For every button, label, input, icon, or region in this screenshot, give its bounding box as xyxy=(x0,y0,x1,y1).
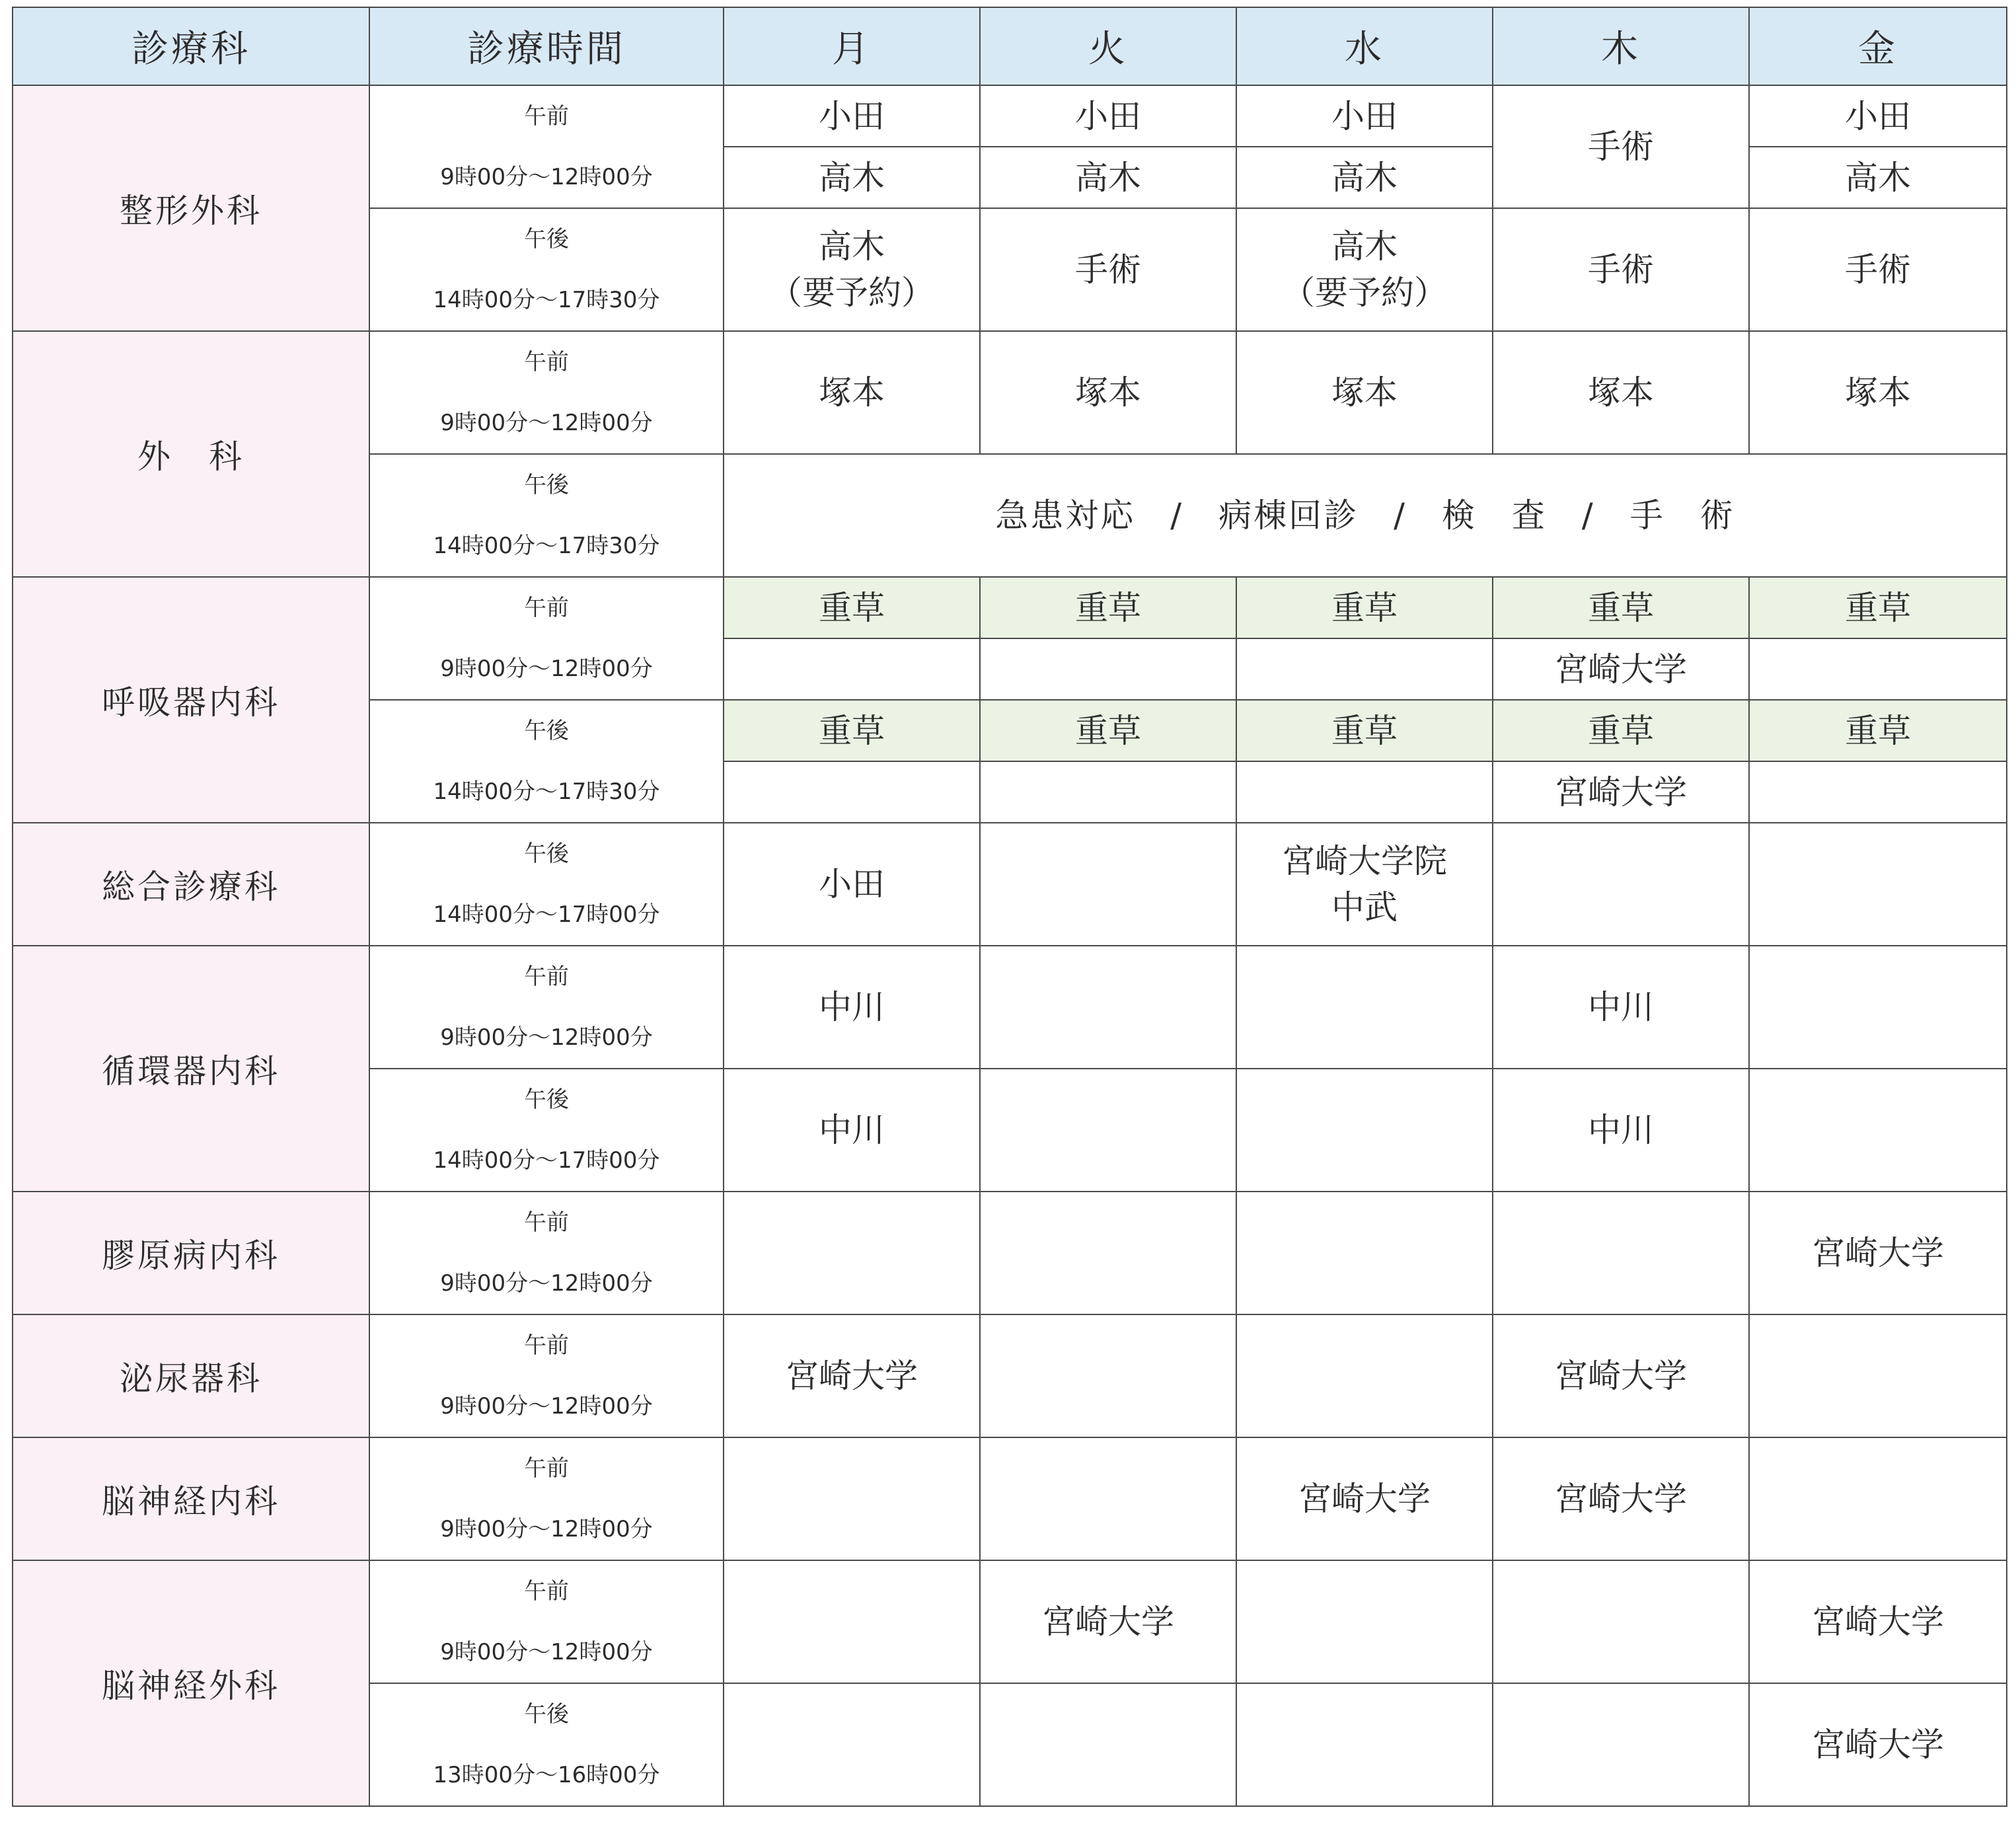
time-slot xyxy=(369,454,724,577)
schedule-cell xyxy=(1236,1314,1493,1437)
header-tue: 火 xyxy=(980,7,1236,85)
time-label: 午前 xyxy=(524,349,569,375)
schedule-cell: 重草 xyxy=(724,700,980,761)
time-label: 午前 xyxy=(524,595,569,621)
schedule-cell xyxy=(1493,1192,1749,1314)
schedule-cell xyxy=(1749,761,2007,823)
schedule-cell: 宮崎大学 xyxy=(724,1314,980,1437)
time-label: 午後 xyxy=(524,841,569,867)
schedule-cell: 小田 xyxy=(980,85,1236,147)
table-row xyxy=(13,1560,2007,1683)
schedule-cell: 重草 xyxy=(1749,577,2007,638)
schedule-cell xyxy=(1236,1683,1493,1806)
schedule-cell: 重草 xyxy=(1493,700,1749,761)
schedule-cell: 高木 xyxy=(1749,147,2007,208)
time-range: 9時00分～12時00分 xyxy=(440,164,653,190)
reservation-note: （要予約） xyxy=(769,274,934,312)
schedule-cell: 小田 xyxy=(724,85,980,147)
time-label: 午前 xyxy=(524,1209,569,1236)
table-row xyxy=(13,85,2007,147)
dept-general: 総合診療科 xyxy=(13,823,369,946)
schedule-cell: 手術 xyxy=(1493,85,1749,208)
schedule-cell: 重草 xyxy=(980,577,1236,638)
schedule-cell xyxy=(980,1192,1236,1314)
schedule-cell: 宮崎大学 xyxy=(1493,1314,1749,1437)
time-slot xyxy=(369,577,724,700)
dept-neuro-med: 脳神経内科 xyxy=(13,1437,369,1560)
schedule-cell xyxy=(1493,823,1749,946)
doctor-name: 高木 xyxy=(1331,227,1398,266)
schedule-cell xyxy=(1493,1683,1749,1806)
dept-surgery: 外 科 xyxy=(13,331,369,577)
schedule-cell xyxy=(1749,946,2007,1069)
schedule-cell xyxy=(724,1683,980,1806)
time-range: 9時00分～12時00分 xyxy=(440,1024,653,1051)
schedule-cell: 手術 xyxy=(1749,208,2007,331)
dept-orthopedics: 整形外科 xyxy=(13,85,369,331)
time-label: 午前 xyxy=(524,964,569,990)
table-row xyxy=(13,577,2007,638)
time-slot xyxy=(369,1314,724,1437)
schedule-cell: 宮崎大学 xyxy=(1493,761,1749,823)
schedule-cell xyxy=(724,1437,980,1560)
header-wed: 水 xyxy=(1236,7,1493,85)
header-thu: 木 xyxy=(1493,7,1749,85)
time-slot xyxy=(369,700,724,823)
schedule-cell xyxy=(724,1560,980,1683)
schedule-cell: 重草 xyxy=(1236,700,1493,761)
schedule-cell xyxy=(980,1069,1236,1192)
schedule-cell xyxy=(1236,1560,1493,1683)
schedule-cell: 塚本 xyxy=(980,331,1236,454)
schedule-cell: 小田 xyxy=(1236,85,1493,147)
reservation-note: （要予約） xyxy=(1282,274,1447,312)
time-label: 午前 xyxy=(524,1455,569,1482)
schedule-cell xyxy=(980,1437,1236,1560)
time-range: 9時00分～12時00分 xyxy=(440,1393,653,1420)
schedule-cell: 宮崎大学 xyxy=(1493,1437,1749,1560)
time-slot xyxy=(369,1192,724,1314)
time-range: 14時00分～17時00分 xyxy=(433,1147,660,1174)
schedule-cell: 中川 xyxy=(1493,946,1749,1069)
time-range: 9時00分～12時00分 xyxy=(440,656,653,682)
schedule-cell: 中川 xyxy=(1493,1069,1749,1192)
time-label: 午前 xyxy=(524,103,569,130)
time-slot xyxy=(369,823,724,946)
table-row xyxy=(13,1192,2007,1314)
time-slot xyxy=(369,331,724,454)
schedule-cell: 宮崎大学 xyxy=(980,1560,1236,1683)
schedule-cell: 重草 xyxy=(980,700,1236,761)
schedule-cell xyxy=(980,1314,1236,1437)
schedule-cell xyxy=(1236,1192,1493,1314)
schedule-cell xyxy=(724,1192,980,1314)
time-slot xyxy=(369,946,724,1069)
surgery-pm-note: 急患対応 / 病棟回診 / 検 査 / 手 術 xyxy=(724,454,2007,577)
time-range: 13時00分～16時00分 xyxy=(433,1762,660,1788)
time-slot xyxy=(369,1683,724,1806)
time-range: 9時00分～12時00分 xyxy=(440,1270,653,1297)
header-time: 診療時間 xyxy=(369,7,724,85)
dept-respiratory: 呼吸器内科 xyxy=(13,577,369,823)
dept-neuro-surg: 脳神経外科 xyxy=(13,1560,369,1806)
schedule-cell: 宮崎大学 xyxy=(1749,1192,2007,1314)
schedule-cell xyxy=(980,1683,1236,1806)
schedule-cell: 重草 xyxy=(724,577,980,638)
time-range: 14時00分～17時00分 xyxy=(433,901,660,928)
schedule-cell xyxy=(1236,638,1493,700)
header-mon: 月 xyxy=(724,7,980,85)
dept-cardio: 循環器内科 xyxy=(13,946,369,1192)
schedule-cell xyxy=(1749,1069,2007,1192)
schedule-cell xyxy=(724,761,980,823)
schedule-cell: 重草 xyxy=(1236,577,1493,638)
schedule-cell: 塚本 xyxy=(724,331,980,454)
schedule-cell xyxy=(724,208,980,331)
table-row xyxy=(13,1437,2007,1560)
schedule-cell: 小田 xyxy=(724,823,980,946)
time-range: 14時00分～17時30分 xyxy=(433,778,660,805)
schedule-cell xyxy=(1236,761,1493,823)
schedule-cell xyxy=(980,638,1236,700)
schedule-cell: 高木 xyxy=(1236,147,1493,208)
schedule-cell xyxy=(1749,823,2007,946)
doctor-name: 中武 xyxy=(1331,888,1398,927)
affiliation: 宮崎大学院 xyxy=(1282,842,1447,880)
time-range: 9時00分～12時00分 xyxy=(440,1639,653,1665)
table-row xyxy=(13,946,2007,1069)
schedule-cell: 重草 xyxy=(1493,577,1749,638)
time-label: 午後 xyxy=(524,472,569,498)
schedule-cell: 塚本 xyxy=(1236,331,1493,454)
schedule-cell xyxy=(980,946,1236,1069)
schedule-cell xyxy=(1236,823,1493,946)
schedule-cell: 高木 xyxy=(980,147,1236,208)
schedule-cell: 小田 xyxy=(1749,85,2007,147)
schedule-cell: 宮崎大学 xyxy=(1236,1437,1493,1560)
time-slot xyxy=(369,208,724,331)
header-dept: 診療科 xyxy=(13,7,369,85)
doctor-name: 高木 xyxy=(819,227,885,266)
schedule-cell: 中川 xyxy=(724,1069,980,1192)
time-slot xyxy=(369,1069,724,1192)
schedule-cell xyxy=(980,823,1236,946)
schedule-cell xyxy=(1236,946,1493,1069)
schedule-cell: 手術 xyxy=(1493,208,1749,331)
time-label: 午後 xyxy=(524,1086,569,1113)
time-label: 午後 xyxy=(524,1701,569,1727)
schedule-cell xyxy=(1493,1560,1749,1683)
time-label: 午前 xyxy=(524,1578,569,1605)
schedule-cell: 手術 xyxy=(980,208,1236,331)
time-range: 14時00分～17時30分 xyxy=(433,287,660,313)
header-row xyxy=(13,7,2007,85)
schedule-cell xyxy=(1749,638,2007,700)
schedule-cell: 重草 xyxy=(1749,700,2007,761)
time-label: 午後 xyxy=(524,718,569,744)
schedule-cell xyxy=(1749,1314,2007,1437)
time-slot xyxy=(369,1437,724,1560)
schedule-cell: 宮崎大学 xyxy=(1493,638,1749,700)
time-range: 9時00分～12時00分 xyxy=(440,1516,653,1542)
schedule-cell xyxy=(1749,1437,2007,1560)
time-range: 14時00分～17時30分 xyxy=(433,533,660,559)
table-row xyxy=(13,823,2007,946)
schedule-cell xyxy=(724,638,980,700)
time-range: 9時00分～12時00分 xyxy=(440,410,653,436)
schedule-cell: 宮崎大学 xyxy=(1749,1560,2007,1683)
schedule-cell: 中川 xyxy=(724,946,980,1069)
table-row xyxy=(13,331,2007,454)
schedule-cell xyxy=(1236,208,1493,331)
schedule-cell xyxy=(980,761,1236,823)
schedule-cell: 塚本 xyxy=(1749,331,2007,454)
time-slot xyxy=(369,1560,724,1683)
schedule-cell: 高木 xyxy=(724,147,980,208)
schedule-cell: 宮崎大学 xyxy=(1749,1683,2007,1806)
clinic-schedule-table xyxy=(12,7,2007,1807)
schedule-cell: 塚本 xyxy=(1493,331,1749,454)
header-fri: 金 xyxy=(1749,7,2007,85)
dept-urology: 泌尿器科 xyxy=(13,1314,369,1437)
time-label: 午前 xyxy=(524,1332,569,1359)
schedule-cell xyxy=(1236,1069,1493,1192)
table-row xyxy=(13,1314,2007,1437)
time-slot xyxy=(369,85,724,208)
dept-collagen: 膠原病内科 xyxy=(13,1192,369,1314)
time-label: 午後 xyxy=(524,226,569,252)
